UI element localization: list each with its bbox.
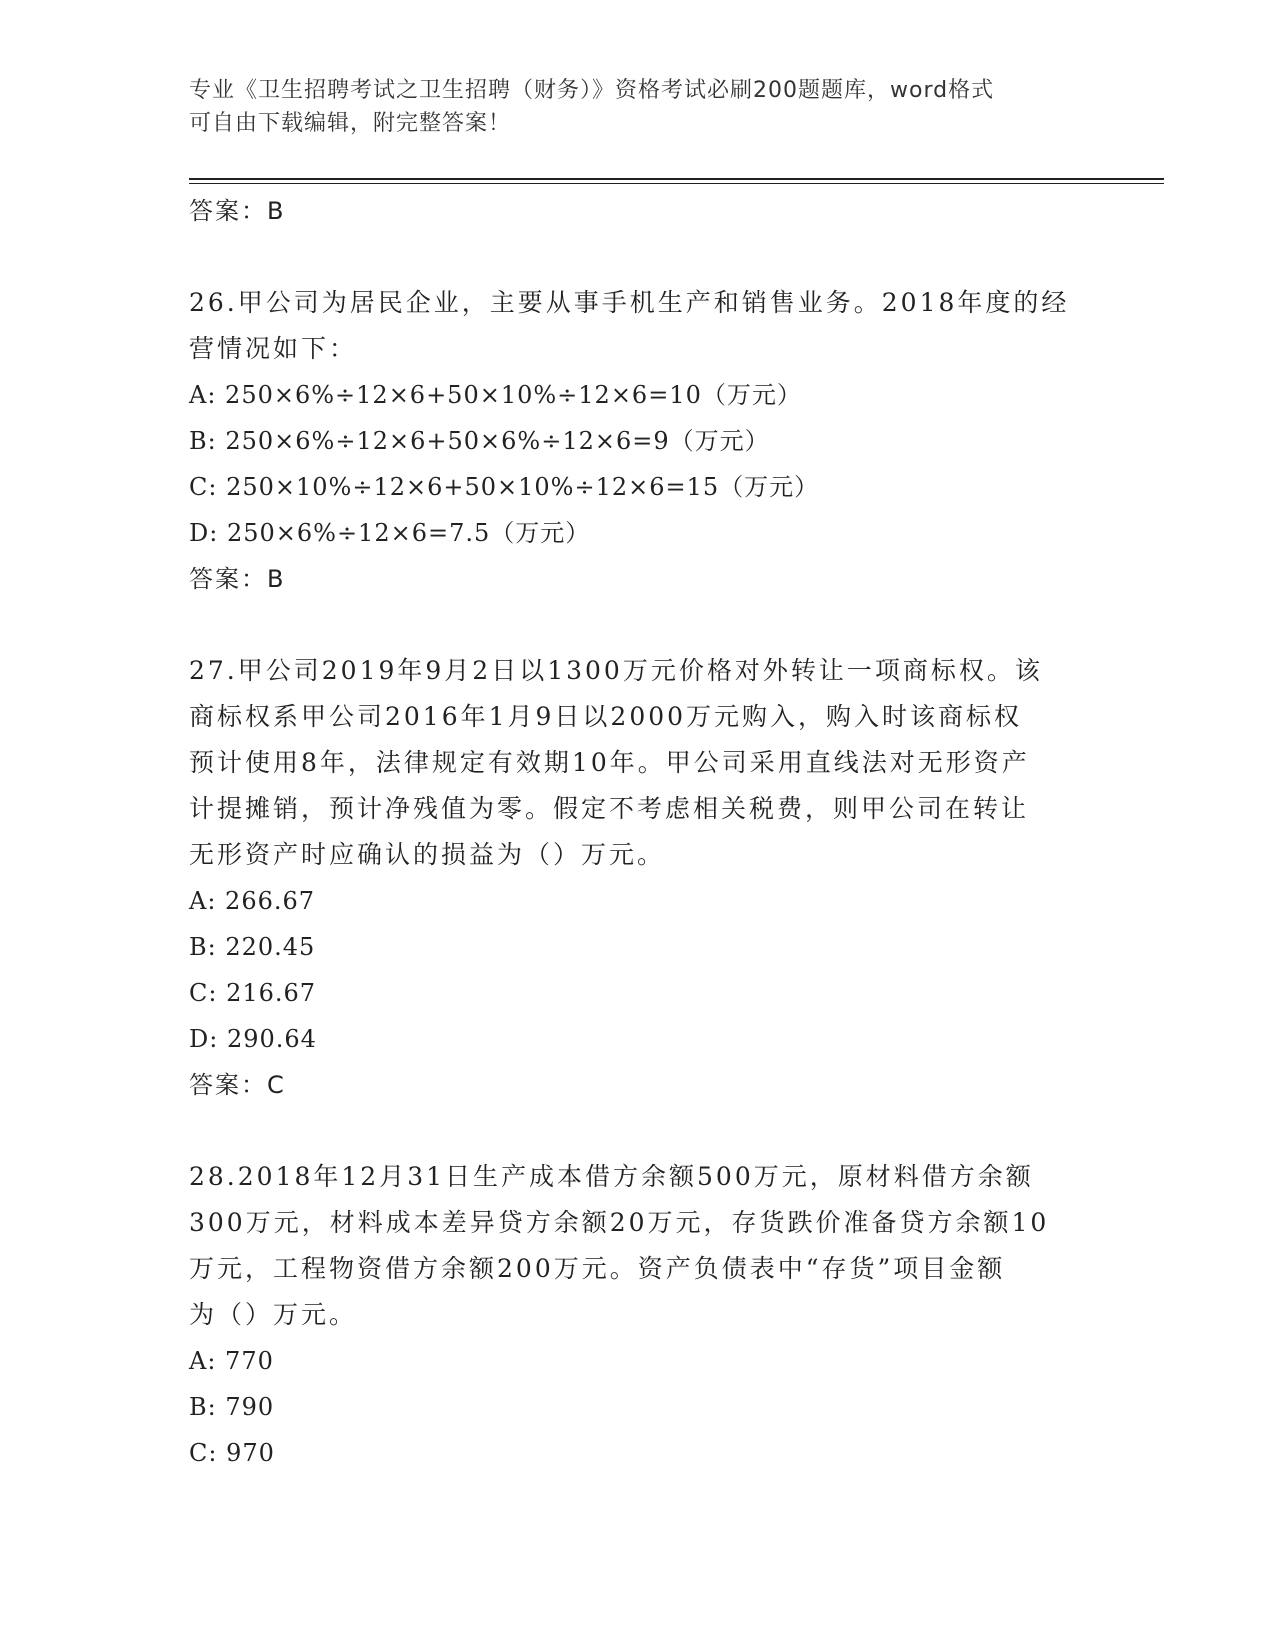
document-body [189,188,1089,1476]
option-a: A: 266.67 [189,887,316,915]
option-a: A: 250×6%÷12×6+50×10%÷12×6=10（万元） [189,381,802,409]
option-c: C: 970 [189,1439,275,1467]
answer-27: 答案：C [189,1071,286,1099]
stem-line: 无形资产时应确认的损益为（）万元。 [189,840,666,869]
stem-line: 营情况如下： [189,334,358,363]
answer-26: 答案：B [189,565,286,593]
stem-line: 27.甲公司2019年9月2日以1300万元价格对外转让一项商标权。该 [189,656,1043,685]
option-b: B: 790 [189,1393,275,1421]
header-line-1: 专业《卫生招聘考试之卫生招聘（财务）》资格考试必刷200题题库，word格式 [189,78,995,103]
option-b: B: 220.45 [189,933,316,961]
stem-line: 万元，工程物资借方余额200万元。资产负债表中“存货”项目金额 [189,1254,1006,1283]
question-stem [189,648,1089,878]
answer-25: 答案：B [189,197,286,225]
stem-line: 28.2018年12月31日生产成本借方余额500万元，原材料借方余额 [189,1162,1034,1191]
header-line-2: 可自由下载编辑，附完整答案！ [189,111,512,136]
header-divider-thin [189,183,1164,184]
question-stem [189,280,1089,372]
document-header [189,74,1089,140]
stem-line: 商标权系甲公司2016年1月9日以2000万元购入，购入时该商标权 [189,702,1023,731]
question-stem [189,1154,1089,1338]
option-d: D: 290.64 [189,1025,317,1053]
option-b: B: 250×6%÷12×6+50×6%÷12×6=9（万元） [189,427,770,455]
stem-line: 26.甲公司为居民企业，主要从事手机生产和销售业务。2018年度的经 [189,288,1070,317]
question-28 [189,1154,1089,1476]
stem-line: 300万元，材料成本差异贷方余额20万元，存货跌价准备贷方余额10 [189,1208,1050,1237]
stem-line: 计提摊销，预计净残值为零。假定不考虑相关税费，则甲公司在转让 [189,794,1030,823]
stem-line: 为（）万元。 [189,1300,358,1329]
option-c: C: 250×10%÷12×6+50×10%÷12×6=15（万元） [189,473,820,501]
question-27 [189,648,1089,1108]
option-d: D: 250×6%÷12×6=7.5（万元） [189,519,591,547]
option-a: A: 770 [189,1347,274,1375]
stem-line: 预计使用8年，法律规定有效期10年。甲公司采用直线法对无形资产 [189,748,1030,777]
option-c: C: 216.67 [189,979,317,1007]
header-divider-thick [189,178,1164,180]
question-26 [189,280,1089,602]
